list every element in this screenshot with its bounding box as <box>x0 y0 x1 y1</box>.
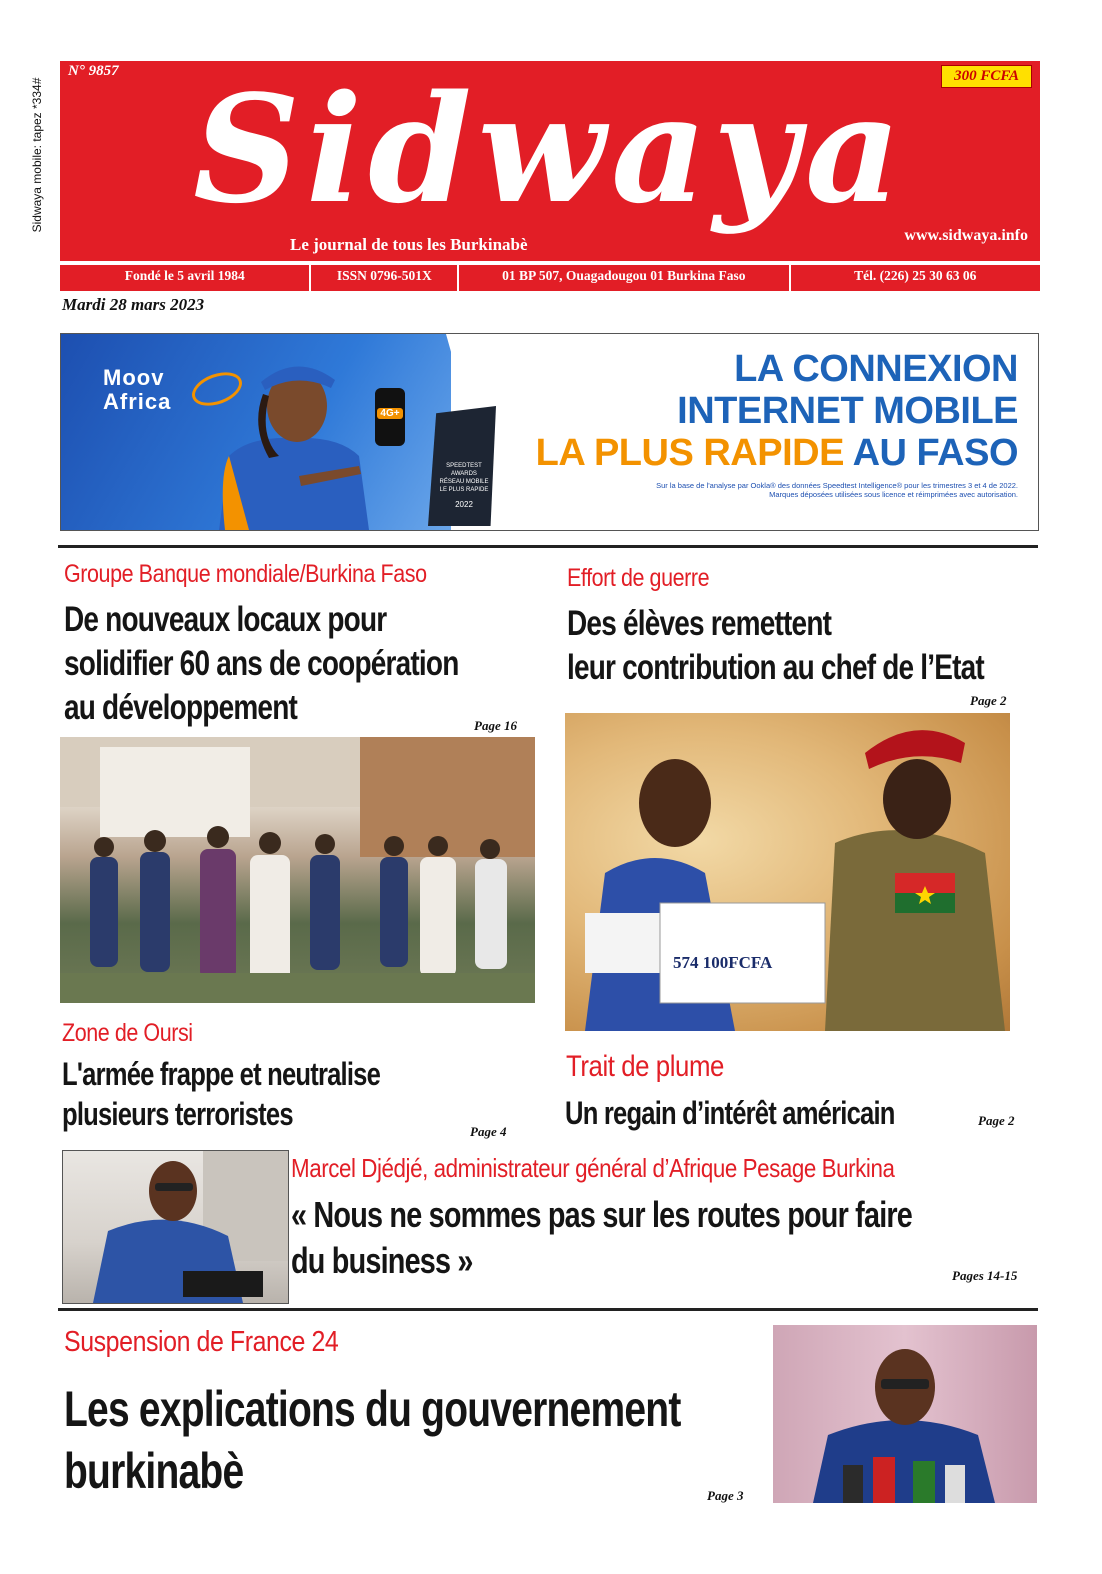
ad-fine-print-line1: Sur la base de l'analyse par Ookla® des données Speedtest Intelligence® pour les trimestres 3 et 4 de 2022. <box>656 481 1018 490</box>
ad-brand-line1: Moov <box>103 365 165 390</box>
ad-brand-logo <box>103 366 171 414</box>
oursi-kicker: Zone de Oursi <box>62 1019 193 1047</box>
plume-headline[interactable] <box>565 1093 977 1133</box>
ad-fine-print <box>598 481 1018 499</box>
marcel-portrait-photo <box>62 1150 289 1304</box>
ad-phone-icon <box>375 388 405 446</box>
oursi-headline-line: plusieurs terroristes <box>62 1096 293 1132</box>
ad-brand-line2: Africa <box>103 389 172 414</box>
effort-photo-illustration <box>565 713 1010 1031</box>
side-promo-label: Sidwaya mobile: tapez *334# <box>30 77 44 233</box>
website-link[interactable]: www.sidwaya.info <box>904 227 1028 244</box>
tagline: Le journal de tous les Burkinabè <box>290 235 528 254</box>
cheque-amount: 574 100FCFA <box>673 953 773 972</box>
price-badge: 300 FCFA <box>941 65 1032 88</box>
marcel-headline-line: du business » <box>291 1240 473 1281</box>
founded-date: Fondé le 5 avril 1984 <box>60 265 311 291</box>
france24-spokesman-photo <box>773 1325 1037 1503</box>
issn: ISSN 0796-501X <box>311 265 459 291</box>
ad-headline-line3 <box>536 432 1018 474</box>
publication-date: Mardi 28 mars 2023 <box>62 295 205 314</box>
france24-headline-line: burkinabè <box>64 1443 244 1499</box>
ad-model-illustration <box>209 346 379 530</box>
ad-fine-print-line2: Marques déposées utilisées sous licence et réimprimées avec autorisation. <box>769 490 1018 499</box>
france24-photo-illustration <box>773 1325 1037 1503</box>
effort-cheque-photo <box>565 713 1010 1031</box>
section-divider <box>58 545 1038 548</box>
section-divider <box>58 1308 1038 1311</box>
banque-kicker: Groupe Banque mondiale/Burkina Faso <box>64 560 427 588</box>
ad-headline-line2: INTERNET MOBILE <box>677 390 1018 432</box>
france24-headline-line: Les explications du gouvernement <box>64 1381 681 1437</box>
masthead <box>60 61 1040 261</box>
oursi-page-ref: Page 4 <box>470 1124 507 1139</box>
marcel-headline-line: « Nous ne sommes pas sur les routes pour faire <box>291 1194 913 1235</box>
ad-phone-badge: 4G+ <box>377 408 403 419</box>
banque-group-photo <box>60 737 535 1003</box>
oursi-headline[interactable] <box>62 1054 460 1134</box>
marcel-photo-illustration <box>63 1151 288 1303</box>
plume-kicker: Trait de plume <box>566 1050 724 1083</box>
effort-headline-line: leur contribution au chef de l’Etat <box>567 648 984 687</box>
ad-award-subtitle: RÉSEAU MOBILE LE PLUS RAPIDE <box>439 479 489 493</box>
effort-headline-line: Des élèves remettent <box>567 604 832 643</box>
ad-headline-line1: LA CONNEXION <box>734 348 1018 390</box>
effort-kicker: Effort de guerre <box>567 564 710 592</box>
banque-headline[interactable] <box>64 598 557 730</box>
effort-page-ref: Page 2 <box>970 693 1007 708</box>
effort-headline[interactable] <box>567 602 1088 690</box>
marcel-page-ref: Pages 14-15 <box>952 1268 1018 1283</box>
ad-headline-orange: LA PLUS RAPIDE <box>535 432 844 474</box>
banque-photo-illustration <box>60 737 535 1003</box>
info-bar <box>60 263 1040 291</box>
banque-headline-line: solidifier 60 ans de coopération <box>64 644 459 683</box>
ad-award-year: 2022 <box>455 500 473 509</box>
postal-address: 01 BP 507, Ouagadougou 01 Burkina Faso <box>459 265 790 291</box>
plume-page-ref: Page 2 <box>978 1113 1015 1128</box>
side-promo-text <box>22 60 52 250</box>
france24-page-ref: Page 3 <box>707 1488 744 1503</box>
banque-headline-line: au développement <box>64 688 298 727</box>
ad-headline-blue: AU FASO <box>852 432 1018 474</box>
issue-number: N° 9857 <box>68 63 119 79</box>
advertisement-banner[interactable] <box>60 333 1039 531</box>
marcel-kicker: Marcel Djédjé, administrateur général d’Afrique Pesage Burkina <box>291 1153 895 1183</box>
phone-number: Tél. (226) 25 30 63 06 <box>854 268 977 283</box>
ad-award-text <box>439 462 489 494</box>
newspaper-logo: Sidwaya <box>193 62 907 236</box>
ad-award-title: SPEEDTEST AWARDS <box>446 463 482 477</box>
france24-headline[interactable] <box>64 1378 854 1502</box>
plume-headline-line: Un regain d’intérêt américain <box>565 1095 895 1131</box>
oursi-headline-line: L'armée frappe et neutralise <box>62 1056 381 1092</box>
banque-headline-line: De nouveaux locaux pour <box>64 600 387 639</box>
banque-page-ref: Page 16 <box>474 718 517 733</box>
france24-kicker: Suspension de France 24 <box>64 1326 339 1358</box>
marcel-headline[interactable] <box>291 1192 1067 1284</box>
